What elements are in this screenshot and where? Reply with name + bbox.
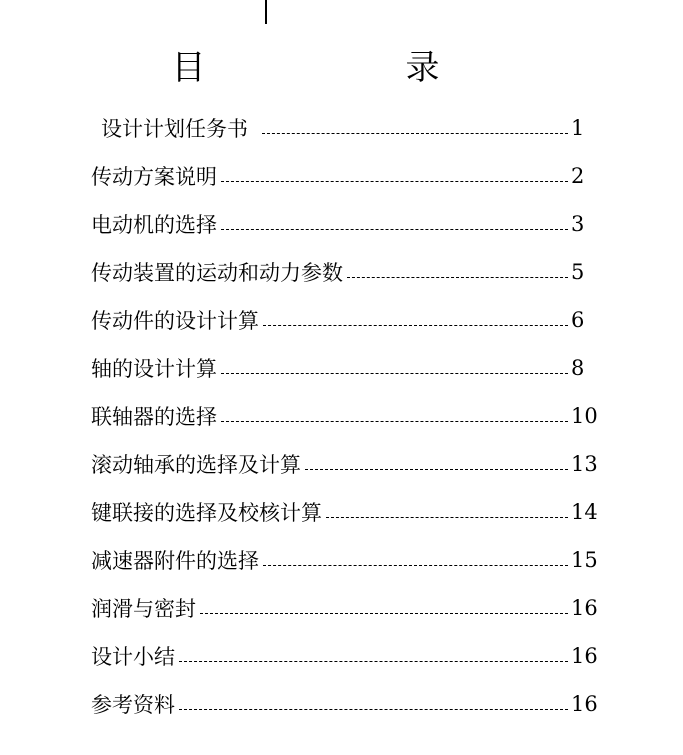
toc-entry-label: 传动装置的运动和动力参数 <box>91 261 343 285</box>
toc-entry-label: 设计计划任务书 <box>101 117 248 141</box>
text-cursor <box>265 0 267 24</box>
toc-entry-page: 14 <box>571 500 598 524</box>
toc-entry[interactable] <box>91 200 601 248</box>
toc-title: 目 录 <box>171 48 484 88</box>
toc-entry-page: 2 <box>571 164 585 188</box>
toc-entry-label: 润滑与密封 <box>91 597 196 621</box>
toc-leader-line <box>347 277 568 278</box>
toc-entry-page: 8 <box>571 356 585 380</box>
toc-entry[interactable] <box>91 440 601 488</box>
toc-entry-page: 1 <box>571 116 585 140</box>
toc-entry-label: 键联接的选择及校核计算 <box>91 501 322 525</box>
toc-entry-label: 减速器附件的选择 <box>91 549 259 573</box>
toc-leader-line <box>305 469 568 470</box>
toc-entry-label: 参考资料 <box>91 693 175 717</box>
toc-entry-page: 16 <box>571 692 598 716</box>
toc-entry[interactable] <box>91 104 601 152</box>
toc-leader-line <box>179 661 568 662</box>
toc-leader-line <box>221 181 568 182</box>
toc-leader-line <box>262 133 568 134</box>
toc-entry[interactable] <box>91 632 601 680</box>
toc-entry-page: 3 <box>571 212 585 236</box>
toc-entry[interactable] <box>91 536 601 584</box>
toc-entry-page: 5 <box>571 260 585 284</box>
toc-entry-label: 联轴器的选择 <box>91 405 217 429</box>
toc-entry-page: 15 <box>571 548 598 572</box>
toc-entry[interactable] <box>91 392 601 440</box>
toc-entry[interactable] <box>91 488 601 536</box>
toc-leader-line <box>326 517 568 518</box>
toc-entry[interactable] <box>91 152 601 200</box>
toc-entry[interactable] <box>91 296 601 344</box>
toc-entry-label: 设计小结 <box>91 645 175 669</box>
toc-entry[interactable] <box>91 248 601 296</box>
toc-entry-label: 传动方案说明 <box>91 165 217 189</box>
toc-entry-page: 13 <box>571 452 598 476</box>
toc-leader-line <box>221 421 568 422</box>
toc-leader-line <box>179 709 568 710</box>
toc-entry[interactable] <box>91 680 601 728</box>
toc-entry-page: 10 <box>571 404 598 428</box>
toc-leader-line <box>263 325 568 326</box>
toc-entry-label: 滚动轴承的选择及计算 <box>91 453 301 477</box>
toc-entry-label: 传动件的设计计算 <box>91 309 259 333</box>
toc-leader-line <box>221 373 568 374</box>
toc-entry-page: 6 <box>571 308 585 332</box>
toc-entry[interactable] <box>91 584 601 632</box>
toc-leader-line <box>221 229 568 230</box>
toc-entry-label: 电动机的选择 <box>91 213 217 237</box>
toc-leader-line <box>263 565 568 566</box>
table-of-contents <box>91 104 601 728</box>
toc-entry-page: 16 <box>571 596 598 620</box>
toc-entry-page: 16 <box>571 644 598 668</box>
toc-leader-line <box>200 613 568 614</box>
toc-entry[interactable] <box>91 344 601 392</box>
toc-entry-label: 轴的设计计算 <box>91 357 217 381</box>
